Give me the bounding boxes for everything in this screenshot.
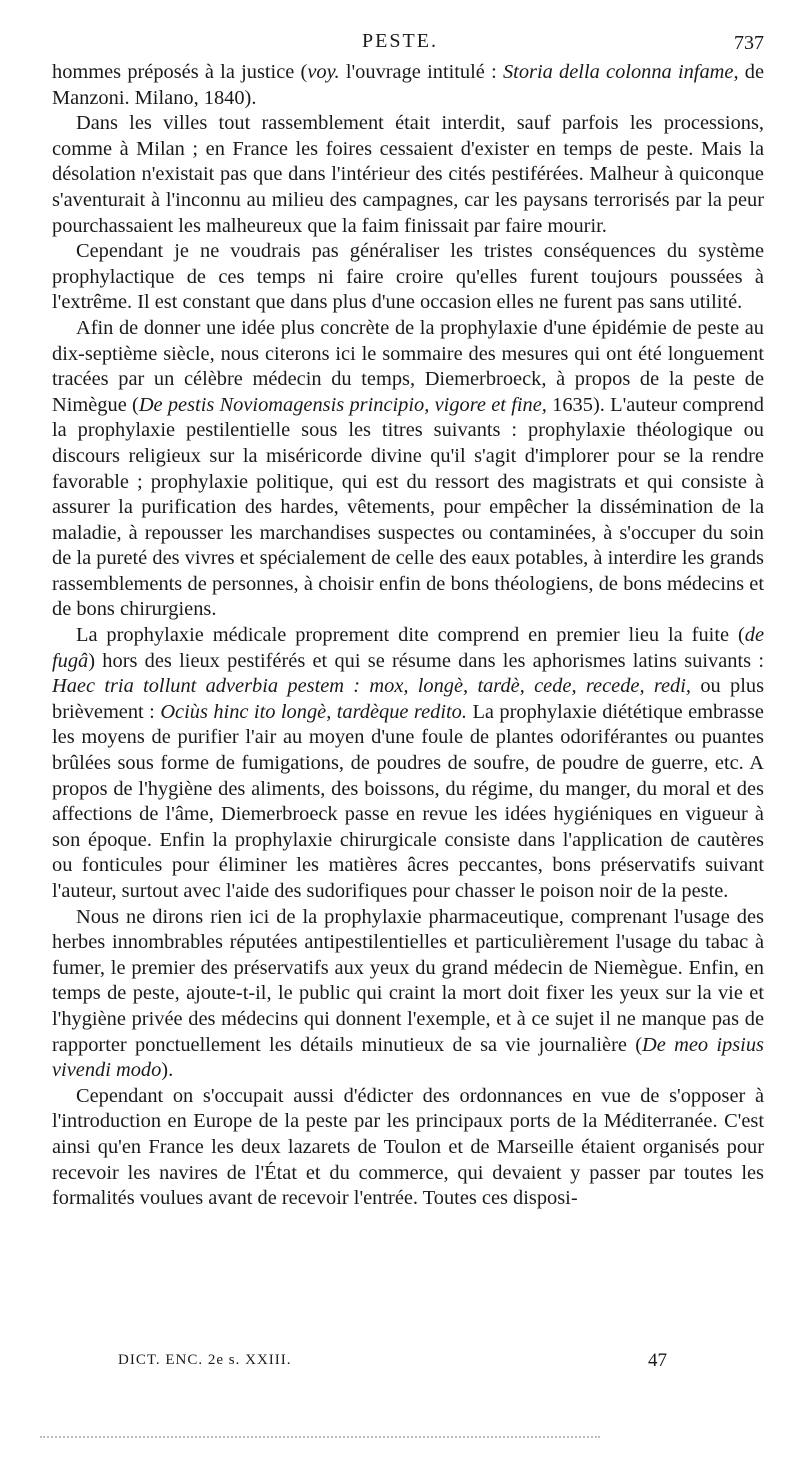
- text-run: Afin de donner une idée plus concrète de la prophylaxie d'une épidémie de peste au dix-septième siècle, nous citerons ici le sommaire des mesures qui ont été longuement tracées par un célèbre médecin du temps, Diemerbroeck, à propos de la peste de Nimègue (: [52, 316, 764, 416]
- page-number: 737: [734, 32, 764, 54]
- italic-text: Haec tria tollunt adverbia pestem : mox, longè, tardè, cede, recede, redi,: [52, 675, 692, 698]
- paragraph: [52, 60, 764, 111]
- page-footer: [0, 1350, 800, 1380]
- paragraph: [52, 239, 764, 316]
- text-run: Cependant je ne voudrais pas généraliser les tristes conséquences du système prophylactique de ces temps ni faire croire qu'elles furent toujours poussées à l'extrême. Il est constant que dans plus d'une occasion elles ne furent pas sans utilité.: [52, 240, 764, 314]
- italic-text: de fugâ: [52, 624, 764, 672]
- text-run: l'ouvrage intitulé :: [339, 61, 503, 83]
- signature-mark: DICT. ENC. 2e s. XXIII.: [118, 1352, 292, 1368]
- text-run: La prophylaxie médicale proprement dite comprend en premier lieu la fuite (: [76, 624, 745, 647]
- text-run: hommes préposés à la justice (: [52, 61, 308, 83]
- scan-artifact-divider: [40, 1436, 600, 1438]
- text-run: 1635). L'auteur comprend la prophylaxie pestilentielle sous les titres suivants : prophylaxie théologique ou discours religieux sur la miséricorde divine qu'il s'agit d'implorer pour se la rendre favorable ; prophylaxie politique, qui est du ressort des magistrats et qui consiste à assurer la purification des hardes, vêtements, pour empêcher la dissémination de la maladie, à repousser les marchandises suspectes ou contaminées, à s'occuper du soin de la pureté des vivres et spécialement de celle des eaux potables, à interdire les grands rassemblements de personnes, à choisir enfin de bons théologiens, de bons médecins et de bons chirurgiens.: [52, 393, 764, 621]
- italic-text: voy.: [307, 61, 340, 83]
- text-run: Nous ne dirons rien ici de la prophylaxie pharmaceutique, comprenant l'usage des herbes innombrables réputées antipestilentielles et particulièrement l'usage du tabac à fumer, le premier des préservatifs aux yeux du grand médecin de Niemègue. Enfin, en temps de peste, ajoute-t-il, le public qui craint la mort doit fixer les yeux sur la vie et l'hygiène privée des médecins qui donnent l'exemple, et à ce sujet il ne manque pas de rapporter ponctuellement les détails minutieux de sa vie journalière (: [52, 905, 764, 1056]
- paragraph: [52, 1084, 764, 1212]
- sheet-number: 47: [648, 1350, 667, 1371]
- italic-text: Storia della colonna infame,: [502, 61, 739, 83]
- paragraph: [52, 316, 764, 623]
- text-run: ) hors des lieux pestiférés et qui se résume dans les aphorismes latins suivants :: [88, 649, 764, 672]
- paragraph: [52, 623, 764, 905]
- page-title: PESTE.: [362, 30, 438, 52]
- text-run: La prophylaxie diététique embrasse les moyens de purifier l'air au moyen d'une foule de plantes odoriférantes ou puantes brûlées sous forme de fumigations, de poudres de soufre, de poudre de guerre, etc. A propos de l'hygiène des aliments, des boissons, du régime, du manger, du moral et des affections de l'âme, Diemerbroeck passe en revue les idées hygiéniques en vigueur à son époque. Enfin la prophylaxie chirurgicale consiste dans l'application de cautères ou fonticules pour éliminer les matières âcres peccantes, bons préservatifs suivant l'auteur, surtout avec l'aide des sudorifiques pour chasser le poison noir de la peste.: [52, 700, 764, 902]
- italic-text: De meo ipsius vivendi modo: [52, 1033, 764, 1082]
- italic-text: De pestis Noviomagensis principio, vigore et fine,: [138, 393, 547, 416]
- text-run: ).: [161, 1059, 174, 1082]
- text-run: de Manzoni. Milano, 1840).: [52, 61, 765, 109]
- text-run: Cependant on s'occupait aussi d'édicter des ordonnances en vue de s'opposer à l'introduction en Europe de la peste par les principaux ports de la Méditerranée. C'est ainsi qu'en France les deux lazarets de Toulon et de Marseille étaient organisés pour recevoir les navires de l'État et du commerce, qui devaient y passer par toutes les formalités voulues avant de recevoir l'entrée. Toutes ces disposi-: [52, 1084, 764, 1210]
- text-run: ou plus brièvement :: [52, 675, 765, 723]
- paragraph: [52, 905, 764, 1084]
- body-text: [52, 60, 764, 1212]
- italic-text: Ociùs hinc ito longè, tardèque redito.: [160, 700, 467, 723]
- running-head: [0, 30, 800, 56]
- text-run: Dans les villes tout rassemblement était interdit, sauf parfois les processions, comme à Milan ; en France les foires cessaient d'exister en temps de peste. Mais la désolation n'existait pas que dans l'intérieur des cités pestiférées. Malheur à quiconque s'aventurait à l'inconnu au milieu des campagnes, car les paysans terrorisés par la peur pourchassaient les malheureux que la faim finissait par faire mourir.: [52, 112, 764, 237]
- paragraph: [52, 111, 764, 239]
